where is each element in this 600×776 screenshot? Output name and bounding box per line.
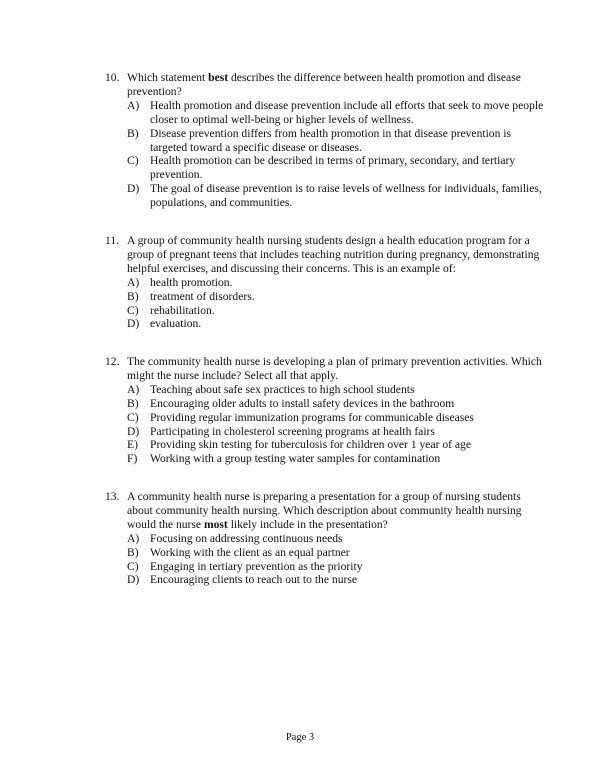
answer-option-a: A) Teaching about safe sex practices to high school students (127, 382, 415, 396)
answer-option-b: B) Encouraging older adults to install safety devices in the bathroom (127, 396, 455, 410)
question-number: 13. (105, 490, 120, 503)
answer-option-d: D) Encouraging clients to reach out to the nurse (127, 573, 358, 587)
answer-options (105, 276, 545, 332)
question-10 (105, 71, 545, 210)
question-stem: The community health nurse is developing a plan of primary prevention activities. Which might the nurse include? Select all that apply. (127, 355, 542, 382)
answer-option-d: D) The goal of disease prevention is to raise levels of wellness for individuals, families, populations, and communities. (127, 182, 542, 210)
question-number: 12. (105, 355, 120, 368)
page-number: Page 3 (285, 732, 315, 743)
answer-option-d: D) Participating in cholesterol screening programs at health fairs (127, 424, 435, 438)
answer-option-a: A) Health promotion and disease prevention include all efforts that seek to move people closer to optimal well-being or higher levels of wellness. (127, 98, 544, 126)
answer-option-c: C) Health promotion can be described in terms of primary, secondary, and tertiary prevention. (127, 154, 516, 182)
answer-option-c: C) Engaging in tertiary prevention as the priority (127, 559, 363, 573)
answer-options (105, 383, 545, 466)
question-number: 10. (105, 71, 120, 84)
answer-option-c: C) rehabilitation. (127, 303, 215, 317)
answer-option-c: C) Providing regular immunization programs for communicable diseases (127, 410, 474, 424)
question-stem: A group of community health nursing students design a health education program for a group of pregnant teens that includes teaching nutrition during pregnancy, demonstrating helpful exercises, and discussing their concerns. This is an example of: (127, 234, 540, 275)
answer-option-d: D) evaluation. (127, 317, 202, 331)
question-stem: A community health nurse is preparing a presentation for a group of nursing students about community health nursing. Which description about community health nursing would the nurse most likely include in the presentation? (127, 490, 522, 531)
question-11 (105, 234, 545, 331)
answer-options (105, 532, 545, 588)
emphasis-most: most (203, 517, 228, 531)
question-stem: Which statement best describes the difference between health promotion and disease prevention? (127, 71, 521, 98)
answer-options (105, 99, 545, 210)
answer-option-f: F) Working with a group testing water samples for contamination (127, 452, 441, 466)
answer-option-b: B) Working with the client as an equal partner (127, 545, 350, 559)
emphasis-best: best (208, 71, 229, 84)
answer-option-e: E) Providing skin testing for tuberculosis for children over 1 year of age (127, 438, 472, 452)
answer-option-a: A) Focusing on addressing continuous needs (127, 531, 343, 545)
question-number: 11. (105, 234, 120, 247)
answer-option-b: B) treatment of disorders. (127, 289, 255, 303)
question-13 (105, 490, 545, 587)
answer-option-b: B) Disease prevention differs from health promotion in that disease prevention is targeted toward a specific disease or diseases. (127, 126, 512, 154)
question-12 (105, 355, 545, 466)
answer-option-a: A) health promotion. (127, 275, 233, 289)
